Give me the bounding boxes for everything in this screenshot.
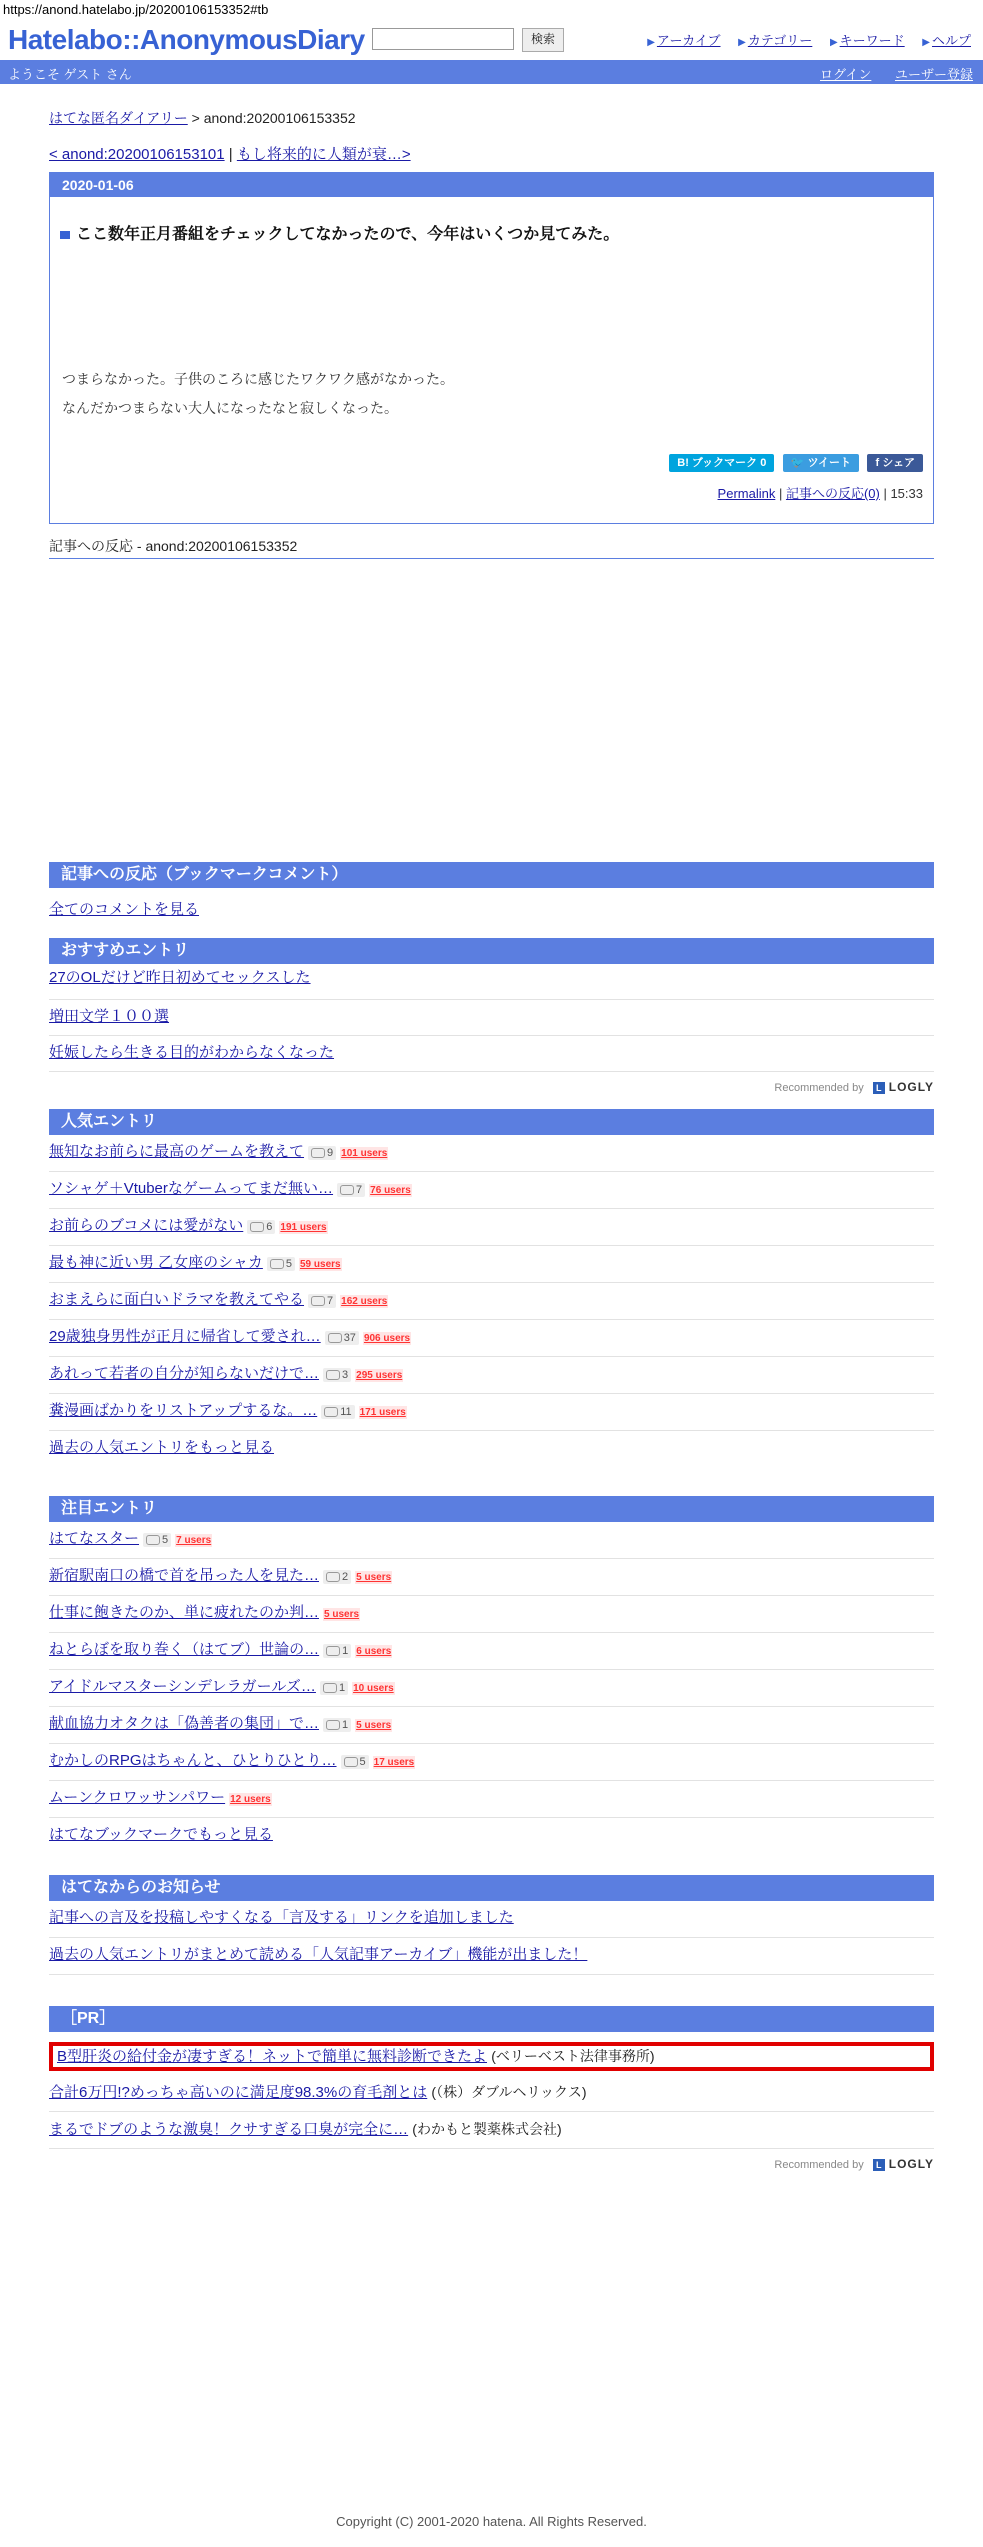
bookmark-users-badge[interactable]: 6 users [356, 1646, 392, 1657]
comment-bubble-icon [146, 1535, 160, 1545]
list-item [49, 1036, 934, 1072]
list-item [49, 1246, 934, 1283]
arrow-icon: ▶ [647, 37, 655, 48]
breadcrumb-home[interactable]: はてな匿名ダイアリー [49, 110, 188, 126]
comment-bubble-icon [340, 1185, 354, 1195]
entry-link[interactable]: おまえらに面白いドラマを教えてやる [49, 1291, 305, 1308]
bookmark-users-badge[interactable]: 162 users [341, 1296, 388, 1307]
comment-count-value: 9 [327, 1147, 334, 1159]
bookmark-users-badge[interactable]: 7 users [176, 1535, 212, 1546]
list-item [49, 1172, 934, 1209]
list-item [49, 1596, 934, 1633]
comment-count-value: 1 [342, 1645, 349, 1657]
comment-count-value: 7 [327, 1295, 334, 1307]
article [49, 172, 934, 524]
bookmark-users-badge[interactable]: 5 users [324, 1609, 360, 1620]
comment-count[interactable] [247, 1220, 275, 1234]
list-item [49, 1209, 934, 1246]
register-link[interactable]: ユーザー登録 [894, 67, 973, 82]
nav-category[interactable]: カテゴリー [747, 33, 813, 48]
comment-bubble-icon [328, 1333, 342, 1343]
recommended-section [49, 938, 934, 1094]
bookmark-users-badge[interactable]: 906 users [363, 1333, 411, 1344]
comment-bubble-icon [326, 1646, 340, 1656]
post-time: 15:33 [890, 486, 923, 501]
comment-bubble-icon [311, 1296, 325, 1306]
entry-link[interactable]: ムーンクロワッサンパワー [49, 1789, 226, 1806]
list-item [49, 964, 934, 1000]
reaction-line: 記事への反応 - anond:20200106153352 [49, 536, 934, 559]
welcome-text: ようこそ ゲスト さん [8, 67, 132, 82]
next-entry-link[interactable]: もし将来的に人類が衰…> [236, 146, 411, 163]
comment-bubble-icon [326, 1370, 340, 1380]
entry-icon[interactable] [60, 231, 70, 239]
comment-count[interactable] [337, 1183, 365, 1197]
comment-bubble-icon [344, 1757, 358, 1767]
comment-count-value: 5 [285, 1258, 292, 1270]
comment-count-value: 6 [266, 1221, 273, 1233]
section-heading: おすすめエントリ [49, 938, 934, 964]
entry-link[interactable]: 最も神に近い男 乙女座のシャカ [49, 1254, 263, 1271]
news-section [49, 1875, 934, 1975]
article-body-line: なんだかつまらない大人になったなと寂しくなった。 [62, 400, 398, 416]
bookmark-users-badge[interactable]: 76 users [370, 1185, 411, 1196]
entry-link[interactable]: 無知なお前らに最高のゲームを教えて [49, 1143, 305, 1160]
reactions-link[interactable]: 記事への反応(0) [785, 486, 880, 501]
logly-logo[interactable] [873, 1080, 934, 1094]
news-link[interactable]: 記事への言及を投稿しやすくなる「言及する」リンクを追加しました [49, 1909, 514, 1926]
hatena-bookmark-button[interactable] [669, 454, 774, 472]
entry-link[interactable]: むかしのRPGはちゃんと、ひとりひとり… [49, 1752, 337, 1769]
comment-bubble-icon [326, 1720, 340, 1730]
comment-count-value: 37 [343, 1332, 356, 1344]
bookmark-users-badge[interactable]: 171 users [359, 1407, 406, 1418]
list-item [49, 1670, 934, 1707]
comment-count[interactable] [323, 1368, 351, 1382]
comment-bubble-icon [324, 1407, 338, 1417]
top-nav [633, 30, 971, 49]
bookmark-users-badge[interactable]: 5 users [356, 1720, 392, 1731]
nav-keyword[interactable]: キーワード [839, 33, 905, 48]
entry-link[interactable]: 新宿駅南口の橋で首を吊った人を見た… [49, 1567, 320, 1584]
comment-bubble-icon [250, 1222, 264, 1232]
prev-next-separator: | [224, 146, 237, 163]
all-comments-link[interactable]: 全てのコメントを見る [49, 901, 200, 918]
section-heading: 人気エントリ [49, 1109, 934, 1135]
bookmark-users-badge[interactable]: 5 users [356, 1572, 392, 1583]
permalink[interactable]: Permalink [717, 486, 776, 501]
section-heading: ［PR］ [49, 2006, 934, 2032]
article-date: 2020-01-06 [50, 173, 933, 197]
comment-count[interactable] [323, 1570, 351, 1584]
bookmark-users-badge[interactable]: 59 users [300, 1259, 341, 1270]
entry-link[interactable]: 仕事に飽きたのか、単に疲れたのか判… [49, 1604, 320, 1621]
comment-count-value: 7 [356, 1184, 363, 1196]
logly-brand: LOGLY [888, 2157, 934, 2171]
bookmark-users-badge[interactable]: 17 users [373, 1757, 415, 1768]
comment-count-value: 1 [342, 1719, 349, 1731]
section-heading: 注目エントリ [49, 1496, 934, 1522]
comment-count[interactable] [323, 1718, 351, 1732]
bookmark-count: 0 [760, 457, 767, 469]
logly-logo[interactable] [873, 2157, 934, 2171]
share-label: シェア [882, 457, 915, 469]
comment-count[interactable] [143, 1533, 171, 1547]
comment-bubble-icon [270, 1259, 284, 1269]
section-heading: 記事への反応（ブックマークコメント） [49, 862, 934, 888]
footer-copyright: Copyright (C) 2001-2020 hatena. All Rights Reserved. [336, 2514, 647, 2529]
comment-count[interactable] [308, 1294, 336, 1308]
pr-section [49, 2006, 934, 2171]
list-item [49, 1357, 934, 1394]
comment-count-value: 1 [338, 1682, 346, 1694]
facebook-share-button[interactable] [867, 454, 923, 472]
comment-count[interactable] [321, 1405, 354, 1419]
pr-sponsor: (ベリーベスト法律事務所) [491, 2048, 655, 2064]
comment-count[interactable] [267, 1257, 295, 1271]
logly-icon: L [873, 1082, 885, 1094]
comment-count[interactable] [308, 1146, 336, 1160]
user-bar [0, 60, 983, 84]
entry-link[interactable]: ねとらぼを取り巻く（はてブ）世論の… [49, 1641, 320, 1658]
pr-sponsor: (わかもと製薬株式会社) [412, 2121, 562, 2137]
bookmark-users-badge[interactable]: 12 users [230, 1794, 271, 1805]
entry-link[interactable]: お前らのブコメには愛がない [49, 1217, 244, 1234]
site-header [0, 22, 983, 60]
breadcrumb-current: anond:20200106153352 [203, 110, 356, 126]
article-body-line: つまらなかった。子供のころに感じたワクワク感がなかった。 [62, 371, 454, 387]
comment-bubble-icon [326, 1572, 340, 1582]
comment-count-value: 2 [342, 1571, 349, 1583]
pr-sponsor: (（株）ダブルヘリックス) [431, 2084, 587, 2100]
entry-link[interactable]: 献血協力オタクは「偽善者の集団」で… [49, 1715, 320, 1732]
site-logo[interactable]: Hatelabo::AnonymousDiary [8, 24, 365, 55]
comment-bubble-icon [311, 1148, 325, 1158]
list-item [49, 1135, 934, 1172]
comment-count-value: 3 [342, 1369, 349, 1381]
list-item [49, 1522, 934, 1559]
breadcrumb-separator: > [187, 110, 204, 126]
recommend-credit-text: Recommended by [774, 2159, 864, 2171]
list-item [49, 1559, 934, 1596]
search-input[interactable] [372, 28, 514, 50]
prev-entry-link[interactable]: < anond:20200106153101 [49, 146, 225, 163]
prev-next-nav [49, 143, 934, 164]
comment-count[interactable] [341, 1755, 369, 1769]
arrow-icon: ▶ [738, 37, 746, 48]
comment-count[interactable] [323, 1644, 351, 1658]
pr-link[interactable]: まるでドブのような激臭！クサすぎる口臭が完全に… [49, 2121, 409, 2138]
bookmark-users-badge[interactable]: 10 users [353, 1683, 394, 1694]
list-item [49, 1707, 934, 1744]
nav-archive[interactable]: アーカイブ [656, 33, 721, 48]
entry-link[interactable]: 糞漫画ばかりをリストアップするな。… [49, 1402, 318, 1419]
bookmark-users-badge[interactable]: 101 users [341, 1148, 388, 1159]
url-bar: https://anond.hatelabo.jp/20200106153352#tb [3, 2, 269, 17]
bookmark-comments-section [49, 862, 934, 932]
pr-item-highlighted [49, 2042, 934, 2071]
article-footer: Permalink | 記事への反応(0) | 15:33 [717, 486, 923, 501]
recommend-credit-text: Recommended by [774, 1082, 864, 1094]
tweet-button[interactable] [783, 454, 859, 472]
bookmark-users-badge[interactable]: 295 users [356, 1370, 403, 1381]
bookmark-users-badge[interactable]: 191 users [280, 1222, 327, 1233]
comment-count-value: 11 [340, 1406, 352, 1418]
recommend-credit [49, 1080, 934, 1094]
entry-link[interactable]: あれって若者の自分が知らないだけで… [49, 1365, 320, 1382]
logly-icon: L [873, 2159, 885, 2171]
arrow-icon: ▶ [829, 37, 838, 48]
comment-count[interactable] [320, 1681, 348, 1695]
list-item [49, 1633, 934, 1670]
recommended-link[interactable]: 27のOLだけど昨日初めてセックスした [49, 969, 311, 986]
recommended-link[interactable]: 増田文学１００選 [49, 1008, 170, 1025]
comment-count[interactable] [325, 1331, 359, 1345]
comment-count-value: 5 [162, 1534, 169, 1546]
comment-count-value: 5 [359, 1756, 366, 1768]
article-title [60, 221, 619, 244]
logly-brand: LOGLY [888, 1080, 934, 1094]
entry-link[interactable]: はてなスター [49, 1530, 140, 1547]
list-item [49, 1744, 934, 1781]
popular-section [49, 1109, 934, 1468]
comment-bubble-icon [323, 1683, 337, 1693]
list-item [49, 1320, 934, 1357]
notable-section [49, 1496, 934, 1855]
list-item [49, 1283, 934, 1320]
breadcrumb [49, 108, 934, 128]
share-buttons [665, 453, 923, 472]
more-bookmark-link[interactable]: はてなブックマークでもっと見る [49, 1826, 273, 1843]
pr-link[interactable]: 合計6万円!?めっちゃ高いのに満足度98.3%の育毛剤とは [49, 2084, 428, 2101]
pr-link[interactable]: B型肝炎の給付金が凄すぎる！ネットで簡単に無料診断できたよ [57, 2048, 488, 2065]
article-title-text: ここ数年正月番組をチェックしてなかったので、今年はいくつか見てみた。 [76, 226, 620, 243]
search-button[interactable]: 検索 [522, 28, 564, 52]
nav-help[interactable]: ヘルプ [931, 33, 971, 48]
bookmark-label: B! ブックマーク [677, 457, 758, 469]
facebook-icon: f [875, 457, 880, 469]
arrow-icon: ▶ [922, 37, 930, 48]
list-item [49, 1000, 934, 1036]
section-heading: はてなからのお知らせ [49, 1875, 934, 1901]
entry-link[interactable]: アイドルマスターシンデレラガールズ… [49, 1678, 316, 1695]
tweet-label: ツイート [807, 457, 852, 469]
entry-link[interactable]: ソシャゲ＋Vtuberなゲームってまだ無い… [49, 1180, 334, 1197]
login-link[interactable]: ログイン [820, 67, 872, 82]
list-item [49, 1781, 934, 1818]
recommended-link[interactable]: 妊娠したら生きる目的がわからなくなった [49, 1044, 335, 1061]
news-link[interactable]: 過去の人気エントリがまとめて読める「人気記事アーカイブ」機能が出ました！ [49, 1946, 588, 1963]
recommend-credit [49, 2157, 934, 2171]
list-item [49, 1394, 934, 1431]
entry-link[interactable]: 29歳独身男性が正月に帰省して愛され… [49, 1328, 321, 1345]
more-popular-link[interactable]: 過去の人気エントリをもっと見る [49, 1439, 275, 1456]
twitter-icon: 🐦 [790, 457, 805, 469]
